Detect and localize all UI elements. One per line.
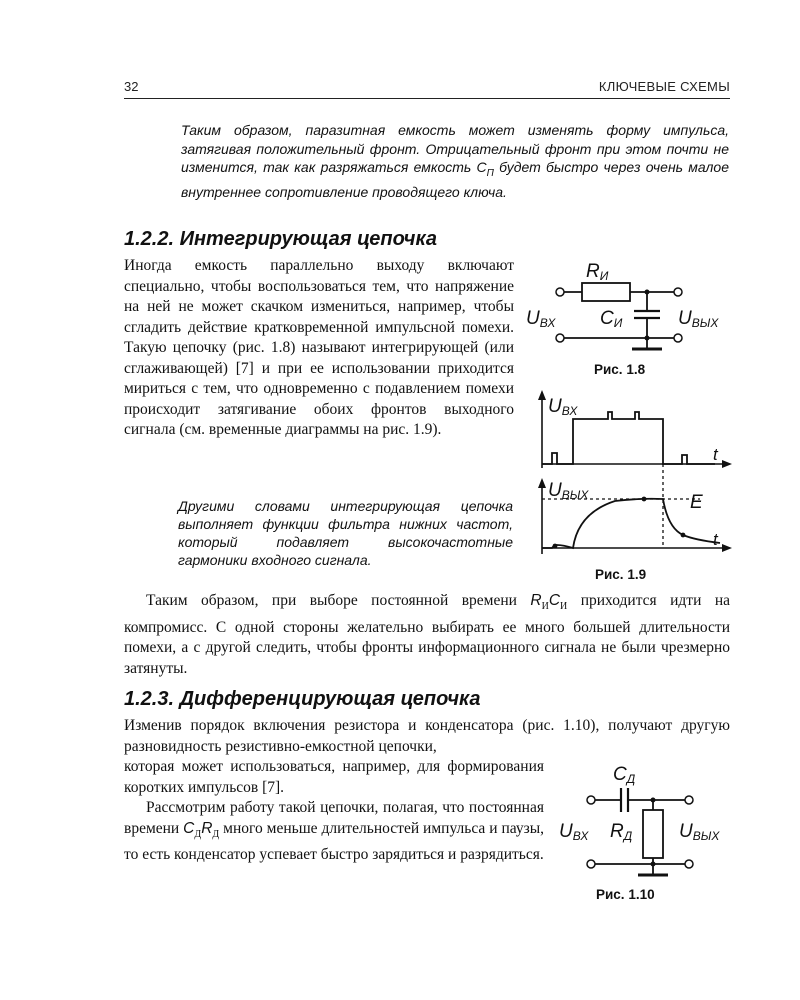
paragraph-differentiating-operation: Рассмотрим работу такой цепочки, полагая, что постоянная времени $C_ДR_Д$ много меньше длительностей импульса и паузы, то есть конденсатор успевает быстро зарядиться и разрядиться. [124, 799, 544, 864]
fig18-c-label: CИ [600, 308, 623, 330]
figure-1-8-caption: Рис. 1.8 [594, 362, 646, 377]
section-heading-integrating-chain: 1.2.2. Интегрирующая цепочка [124, 228, 437, 250]
fig18-input-label: UВХ [526, 308, 556, 330]
figure-1-9-timing-diagrams [520, 388, 740, 568]
figure-1-10-caption: Рис. 1.10 [596, 887, 655, 902]
italic-note-parasitic-capacitance: Таким образом, паразитная емкость может изменять форму импульса, затягивая положительный фронт. Отрицательный фронт при этом почти не изменится, так как разряжаться емкость $C_П$ будет быстро через очень малое внутреннее сопротивление проводящего ключа. [181, 122, 729, 201]
running-title: КЛЮЧЕВЫЕ СХЕМЫ [598, 79, 730, 94]
fig19-t-axis-bottom: t [713, 530, 718, 549]
fig110-input-label: UВХ [559, 821, 589, 843]
fig19-e-label: E [690, 492, 703, 513]
paragraph-time-constant-compromise: Таким образом, при выборе постоянной времени $R_ИC_И$ приходится идти на компромисс. С одной стороны желательно выбирать ее много большей длительности помехи, а с другой следить, чтобы фронты информационного сигнала не были чрезмерно затянуты. [124, 592, 730, 677]
paragraph-integrating-chain: Иногда емкость параллельно выходу включают специально, чтобы воспользоваться тем, что напряжение на ней не может скачком измениться, например, чтобы сгладить действие кратковременной импульсной помехи. Такую цепочку (рис. 1.8) называют интегрирующей (или сглаживающей) [7] и при ее использовании приходится мириться с тем, что одновременно с подавлением помехи происходит затягивание обоих фронтов выходного сигнала (см. временные диаграммы на рис. 1.9). [124, 257, 514, 438]
fig18-output-label: UВЫХ [678, 308, 719, 330]
figure-1-8-integrating-circuit [520, 255, 740, 355]
figure-1-10-differentiating-circuit [555, 760, 740, 885]
running-head [124, 78, 730, 99]
fig18-r-label: RИ [586, 261, 609, 283]
fig19-input-label: UВХ [548, 396, 578, 418]
figure-1-9-caption: Рис. 1.9 [595, 567, 647, 582]
paragraph-differentiating-intro: Изменив порядок включения резистора и конденсатора (рис. 1.10), получают другую разновидность резистивно-емкостной цепочки, [124, 717, 730, 755]
page-number: 32 [124, 79, 139, 94]
fig19-t-axis-top: t [713, 445, 718, 464]
paragraph-differentiating-intro-cont: которая может использоваться, например, для формирования коротких импульсов [7]. [124, 758, 544, 796]
fig19-output-label: UВЫХ [548, 480, 589, 502]
italic-note-low-pass-filter: Другими словами интегрирующая цепочка выполняет функции фильтра нижних частот, который подавляет высокочастотные гармоники входного сигнала. [178, 498, 513, 568]
fig110-r-label: RД [610, 821, 633, 843]
section-heading-differentiating-chain: 1.2.3. Дифференцирующая цепочка [124, 688, 481, 710]
fig110-c-label: CД [613, 764, 636, 786]
fig110-output-label: UВЫХ [679, 821, 720, 843]
